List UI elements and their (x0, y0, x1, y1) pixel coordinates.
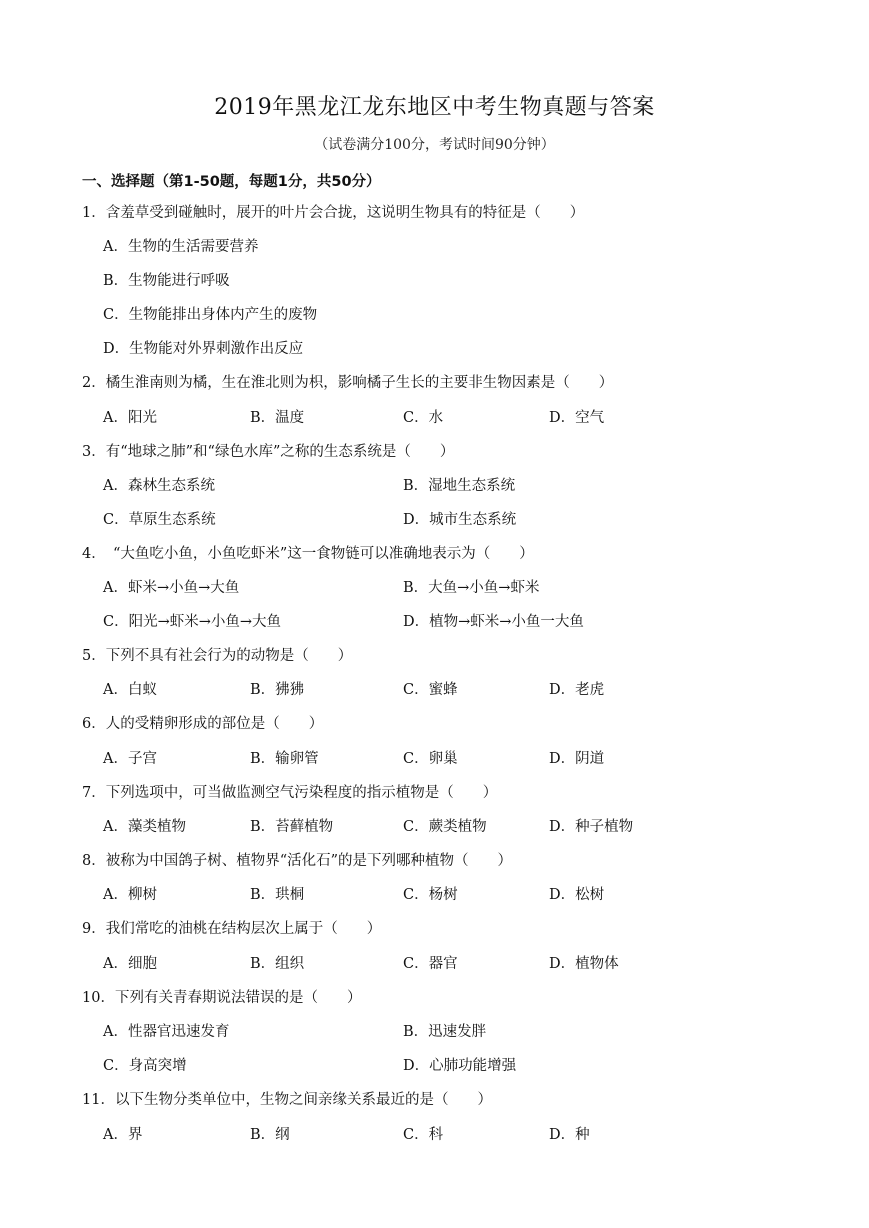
option: D．空气 (549, 410, 605, 426)
option: C．草原生态系统 (103, 512, 216, 528)
option: D．城市生态系统 (403, 512, 517, 528)
option: D．松树 (549, 887, 605, 903)
option: A．界 (103, 1127, 143, 1143)
option: A．白蚁 (103, 682, 157, 698)
page-title: 2019年黑龙江龙东地区中考生物真题与答案 (214, 95, 655, 120)
option: B．大鱼→小鱼→虾米 (403, 580, 540, 596)
option: C．蜜蜂 (403, 682, 458, 698)
option: C．杨树 (403, 887, 458, 903)
option: A．细胞 (103, 956, 157, 972)
option: B．湿地生态系统 (403, 478, 516, 494)
option: D．种子植物 (549, 819, 634, 835)
option: A．阳光 (103, 410, 157, 426)
option: C．科 (403, 1127, 444, 1143)
question-stem: 2．橘生淮南则为橘，生在淮北则为枳，影响橘子生长的主要非生物因素是（ ） (82, 375, 614, 391)
question-stem: 8．被称为中国鸽子树、植物界“活化石”的是下列哪种植物（ ） (82, 853, 513, 869)
option: B．狒狒 (250, 682, 305, 698)
option: D．阴道 (549, 751, 605, 767)
option: C．卵巢 (403, 751, 458, 767)
question-stem: 4． “大鱼吃小鱼，小鱼吃虾米”这一食物链可以准确地表示为（ ） (82, 546, 534, 562)
option: C．生物能排出身体内产生的废物 (103, 307, 318, 323)
question-stem: 3．有“地球之肺”和“绿色水库”之称的生态系统是（ ） (82, 444, 455, 460)
option: D．老虎 (549, 682, 605, 698)
option: B．输卵管 (250, 751, 319, 767)
option: D．生物能对外界刺激作出反应 (103, 341, 304, 357)
question-stem: 5．下列不具有社会行为的动物是（ ） (82, 648, 353, 664)
option: A．柳树 (103, 887, 157, 903)
option: B．温度 (250, 410, 305, 426)
option: B．生物能进行呼吸 (103, 273, 230, 289)
option: A．森林生态系统 (103, 478, 215, 494)
option: B．迅速发胖 (403, 1024, 487, 1040)
question-stem: 6．人的受精卵形成的部位是（ ） (82, 716, 324, 732)
option: A．虾米→小鱼→大鱼 (103, 580, 240, 596)
question-stem: 10．下列有关青春期说法错误的是（ ） (82, 990, 362, 1006)
option: A．子宫 (103, 751, 157, 767)
option: C．水 (403, 410, 444, 426)
option: C．蕨类植物 (403, 819, 487, 835)
option: B．纲 (250, 1127, 290, 1143)
option: D．种 (549, 1127, 590, 1143)
option: B．珙桐 (250, 887, 305, 903)
option: C．器官 (403, 956, 458, 972)
option: A．生物的生活需要营养 (103, 239, 259, 255)
option: A．性器官迅速发育 (103, 1024, 230, 1040)
option: B．组织 (250, 956, 305, 972)
question-stem: 9．我们常吃的油桃在结构层次上属于（ ） (82, 921, 382, 937)
question-stem: 11．以下生物分类单位中，生物之间亲缘关系最近的是（ ） (82, 1092, 492, 1108)
question-stem: 1．含羞草受到碰触时，展开的叶片会合拢，这说明生物具有的特征是（ ） (82, 205, 585, 221)
option: C．身高突增 (103, 1058, 187, 1074)
option: D．植物→虾米→小鱼一大鱼 (403, 614, 584, 630)
question-stem: 7．下列选项中，可当做监测空气污染程度的指示植物是（ ） (82, 785, 498, 801)
option: C．阳光→虾米→小鱼→大鱼 (103, 614, 282, 630)
exam-info: （试卷满分100分，考试时间90分钟） (314, 137, 555, 153)
option: A．藻类植物 (103, 819, 186, 835)
option: D．植物体 (549, 956, 619, 972)
option: B．苔藓植物 (250, 819, 334, 835)
section-heading: 一、选择题（第1-50题，每题1分，共50分） (82, 174, 381, 190)
option: D．心肺功能增强 (403, 1058, 517, 1074)
